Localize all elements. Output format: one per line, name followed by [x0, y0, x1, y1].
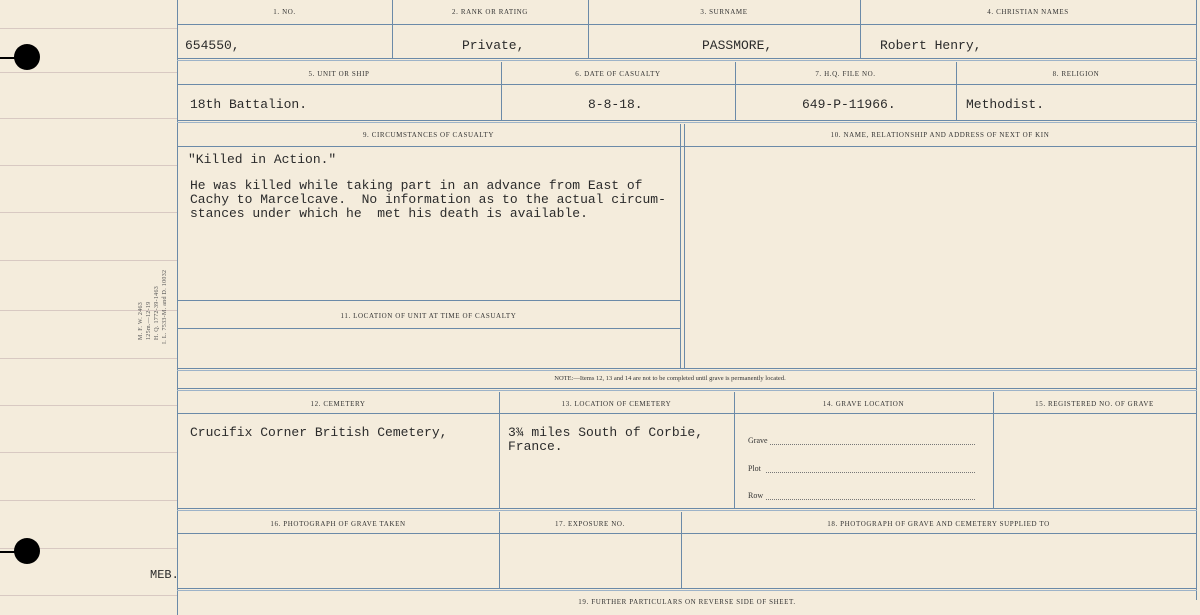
value-rank: Private,: [462, 38, 525, 53]
row-field-label: Row: [748, 491, 764, 500]
header-registered-no: 15. REGISTERED NO. OF GRAVE: [1035, 400, 1154, 408]
side-code-2: 125m.—12-19: [146, 301, 152, 340]
header-surname: 3. SURNAME: [700, 8, 748, 16]
header-file: 7. H.Q. FILE NO.: [815, 70, 876, 78]
header-circumstances: 9. CIRCUMSTANCES OF CASUALTY: [362, 131, 495, 139]
header-rank: 2. RANK OR RATING: [452, 8, 528, 16]
footer-further-particulars: 19. FURTHER PARTICULARS ON REVERSE SIDE OF SHEET.: [578, 598, 796, 606]
value-file: 649-P-11966.: [802, 97, 896, 112]
value-cemetery-location-line-2: France.: [508, 439, 563, 454]
header-no: 1. NO.: [273, 8, 296, 16]
value-christian-names: Robert Henry,: [880, 38, 982, 53]
punch-hole-top: [14, 44, 40, 70]
value-cemetery-location-line-1: 3¾ miles South of Corbie,: [508, 425, 704, 440]
clerk-initials: MEB.: [150, 568, 179, 582]
note-text: NOTE:—Items 12, 13 and 14 are not to be completed until grave is permanently located.: [554, 375, 786, 382]
value-cemetery: Crucifix Corner British Cemetery,: [190, 425, 448, 440]
side-code-3: H. Q. 1772-39-1463: [154, 285, 160, 340]
circumstances-line-1: He was killed while taking part in an advance from East of: [190, 178, 643, 193]
value-surname: PASSMORE,: [702, 38, 773, 53]
side-code-4: I. L. 7533-M. and D. 10032: [162, 269, 168, 344]
punch-hole-bottom: [14, 538, 40, 564]
plot-field-label: Plot: [748, 464, 761, 473]
header-next-of-kin: 10. NAME, RELATIONSHIP AND ADDRESS OF NEXT OF KIN: [830, 131, 1050, 139]
header-christian-names: 4. CHRISTIAN NAMES: [987, 8, 1069, 16]
header-photo-taken: 16. PHOTOGRAPH OF GRAVE TAKEN: [270, 520, 406, 528]
value-no: 654550,: [185, 38, 240, 53]
circumstances-line-2: Cachy to Marcelcave. No information as to the actual circum-: [190, 192, 666, 207]
grave-field-label: Grave: [748, 436, 768, 445]
header-location-of-unit: 11. LOCATION OF UNIT AT TIME OF CASUALTY: [340, 312, 517, 320]
header-cemetery: 12. CEMETERY: [310, 400, 366, 408]
value-unit: 18th Battalion.: [190, 97, 308, 112]
side-code-1: M. F. W. 2463: [138, 301, 144, 340]
header-photo-supplied-to: 18. PHOTOGRAPH OF GRAVE AND CEMETERY SUPPLIED TO: [827, 520, 1050, 528]
value-date: 8-8-18.: [588, 97, 643, 112]
header-religion: 8. RELIGION: [1052, 70, 1100, 78]
circumstances-title: "Killed in Action.": [188, 152, 337, 167]
header-location-of-cemetery: 13. LOCATION OF CEMETERY: [561, 400, 672, 408]
circumstances-line-3: stances under which he met his death is available.: [190, 206, 588, 221]
header-grave-location: 14. GRAVE LOCATION: [822, 400, 905, 408]
header-unit: 5. UNIT OR SHIP: [308, 70, 370, 78]
header-exposure-no: 17. EXPOSURE NO.: [555, 520, 625, 528]
header-date: 6. DATE OF CASUALTY: [575, 70, 661, 78]
value-religion: Methodist.: [966, 97, 1045, 112]
